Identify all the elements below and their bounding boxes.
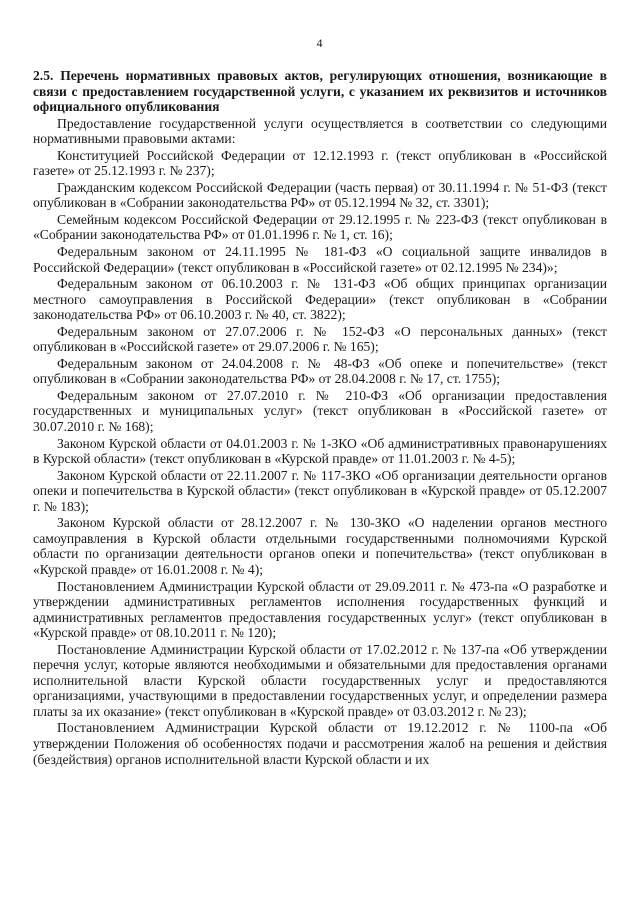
document-body (33, 68, 607, 768)
paragraph-law-181: Федеральным законом от 24.11.1995 № 181-ФЗ «О социальной защите инвалидов в Российской Федерации» (текст опубликован в «Российской газете» от 02.12.1995 № 234)»; (33, 244, 607, 275)
paragraph-law-131: Федеральным законом от 06.10.2003 г. № 131-ФЗ «Об общих принципах организации местного самоуправления в Российской Федерации» (текст опубликован в «Собрании законодательства РФ» от 06.10.2003 г. № 40, ст. 3822); (33, 276, 607, 323)
paragraph-family-code: Семейным кодексом Российской Федерации от 29.12.1995 г. № 223-ФЗ (текст опубликован в «Собрании законодательства РФ» от 01.01.1996 г. № 1, ст. 16); (33, 211, 607, 243)
paragraph-resolution-137: Постановление Администрации Курской области от 17.02.2012 г. № 137-па «Об утверждении перечня услуг, которые являются необходимыми и обязательными для предоставления органами исполнительной власти Курской области государственных услуг и предоставляются организациями, участвующими в предоставлении государственных услуг, и определении размера платы за их оказание» (текст опубликован в «Курской правде» от 03.03.2012 г. № 23); (33, 641, 607, 719)
paragraph-resolution-473: Постановлением Администрации Курской области от 29.09.2011 г. № 473-па «О разработке и утверждении административных регламентов исполнения государственных функций и административных регламентов предоставления государственных услуг» (текст опубликован в «Курской правде» от 08.10.2011 г. № 120); (33, 578, 607, 641)
paragraph-law-48: Федеральным законом от 24.04.2008 г. № 48-ФЗ «Об опеке и попечительстве» (текст опубликован в «Собрании законодательства РФ» от 28.04.2008 г. № 17, ст. 1755); (33, 355, 607, 387)
section-title: Перечень нормативных правовых актов, регулирующих отношения, возникающие в связи с предоставлением государственной услуги, с указанием их реквизитов и источников официального опубликования (33, 68, 607, 115)
section-heading (33, 68, 607, 115)
page-number: 4 (316, 36, 323, 50)
paragraph-constitution: Конституцией Российской Федерации от 12.12.1993 г. (текст опубликован в «Российской газете» от 25.12.1993 г. № 237); (33, 147, 607, 179)
paragraph-kursk-law-117: Законом Курской области от 22.11.2007 г. № 117-ЗКО «Об организации деятельности органов опеки и попечительства в Курской области» (текст опубликован в «Курской правде» от 05.12.2007 г. № 183); (33, 467, 607, 514)
paragraph-kursk-law-1: Законом Курской области от 04.01.2003 г. № 1-ЗКО «Об административных правонарушениях в Курской области» (текст опубликован в «Курской правде» от 11.01.2003 г. № 4-5); (33, 435, 607, 467)
paragraph-kursk-law-130: Законом Курской области от 28.12.2007 г. № 130-ЗКО «О наделении органов местного самоуправления в Курской области отдельными государственными полномочиями Курской области по организации деятельности органов опеки и попечительства» (текст опубликован в «Курской правде» от 16.01.2008 г. № 4); (33, 515, 607, 577)
paragraph-civil-code: Гражданским кодексом Российской Федерации (часть первая) от 30.11.1994 г. № 51-ФЗ (текст опубликован в «Собрании законодательства РФ» от 05.12.1994 № 32, ст. 3301); (33, 179, 607, 211)
paragraph-law-152: Федеральным законом от 27.07.2006 г. № 152-ФЗ «О персональных данных» (текст опубликован в «Российской газете» от 29.07.2006 г. № 165); (33, 323, 607, 355)
section-number: 2.5. (33, 68, 54, 83)
paragraph-intro: Предоставление государственной услуги осуществляется в соответствии со следующими нормативными правовыми актами: (33, 115, 607, 147)
paragraph-law-210: Федеральным законом от 27.07.2010 г. № 210-ФЗ «Об организации предоставления государственных и муниципальных услуг» (текст опубликован в «Российской газете» от 30.07.2010 г. № 168); (33, 387, 607, 435)
paragraph-resolution-1100: Постановлением Администрации Курской области от 19.12.2012 г. № 1100-па «Об утверждении Положения об особенностях подачи и рассмотрения жалоб на решения и действия (бездействия) органов исполнительной власти Курской области и их (33, 720, 607, 767)
